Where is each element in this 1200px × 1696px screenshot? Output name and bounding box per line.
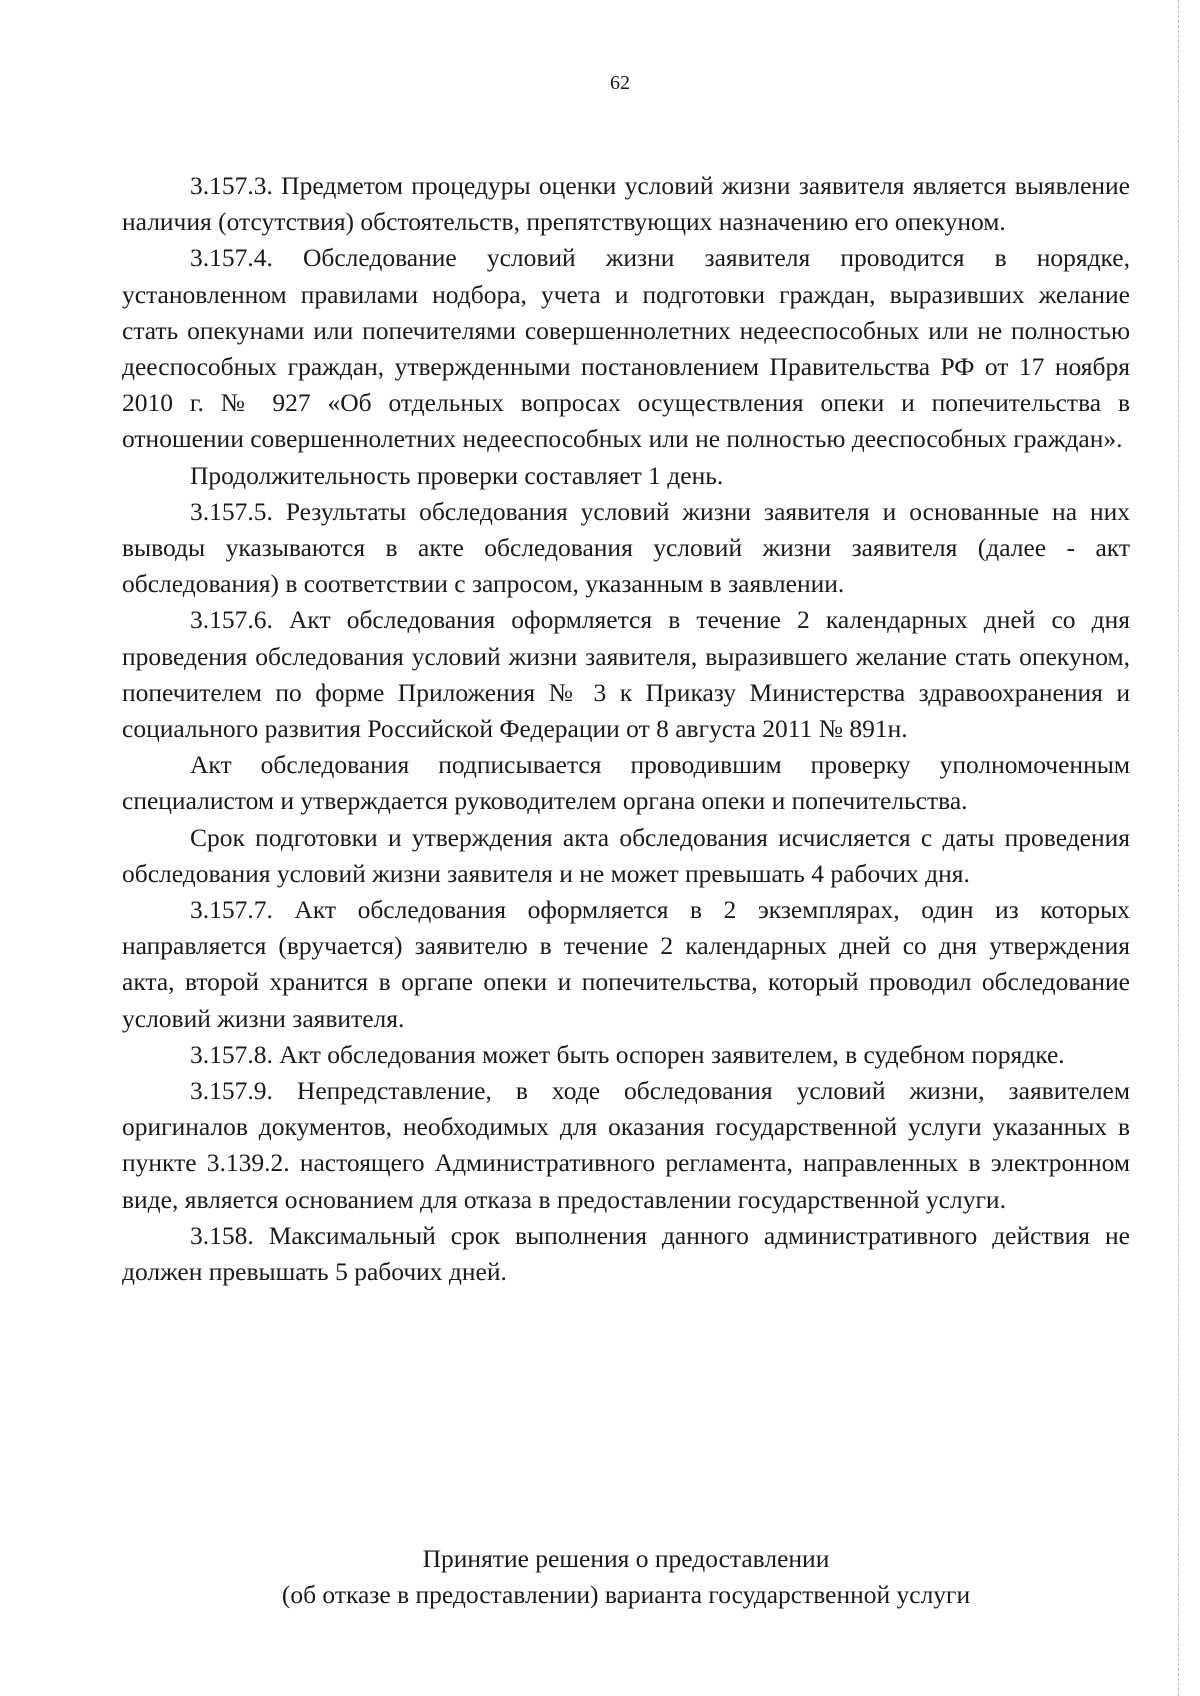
section-heading-line-2: (об отказе в предоставлении) варианта государственной услуги: [281, 1580, 971, 1609]
paragraph-act-signing: Акт обследования подписывается проводившим проверку уполномоченным специалистом и утверждается руководителем органа опеки и попечительства.: [122, 750, 1130, 816]
scan-edge-line: [1178, 0, 1179, 1696]
paragraph-3-157-6: 3.157.6. Акт обследования оформляется в течение 2 календарных дней со дня проведения обследования условий жизни заявителя, выразившего желание стать опекуном, попечителем по форме Приложения № 3 к Приказу Министерства здравоохранения и социального развития Российской Федерации от 8 августа 2011 № 891н.: [122, 605, 1130, 744]
paragraph-3-158: 3.158. Максимальный срок выполнения данного административного действия не должен превышать 5 рабочих дней.: [122, 1220, 1130, 1287]
paragraph-3-157-5: 3.157.5. Результаты обследования условий жизни заявителя и основанные на них выводы указываются в акте обследования условий жизни заявителя (далее - акт обследования) в соответствии с запросом, указанным в заявлении.: [122, 496, 1130, 599]
paragraph-3-157-3: 3.157.3. Предметом процедуры оценки условий жизни заявителя является выявление наличия (отсутствия) обстоятельств, препятствующих назначению его опекуном.: [122, 171, 1130, 237]
paragraph-3-157-4: 3.157.4. Обследование условий жизни заявителя проводится в норядке, установленном правилами нодбора, учета и подготовки граждан, выразивших желание стать опекунами или попечителями совершеннолетних недееспособных или не полностью дееспособных граждан, утвержденными постановлением Правительства РФ от 17 ноября 2010 г. № 927 «Об отдельных вопросах осуществления опеки и попечительства в отношении совершеннолетних недееспособных или не полностью дееспособных граждан».: [122, 243, 1130, 454]
paragraph-act-deadline: Срок подготовки и утверждения акта обследования исчисляется с даты проведения обследования условий жизни заявителя и не может превышать 4 рабочих дня.: [122, 822, 1130, 888]
section-heading-line-1: Принятие решения о предоставлении: [422, 1544, 830, 1573]
section-heading: [122, 1541, 1130, 1613]
document-body: [122, 168, 1130, 1290]
paragraph-3-157-7: 3.157.7. Акт обследования оформляется в 2 экземплярах, один из которых направляется (вручается) заявителю в течение 2 календарных дней со дня утверждения акта, второй хранится в оргапе опеки и попечительства, который проводил обследование условий жизни заявителя.: [122, 895, 1130, 1033]
paragraph-duration: Продолжительность проверки составляет 1 день.: [190, 460, 724, 490]
page-number: 62: [610, 72, 630, 94]
paragraph-3-157-9: 3.157.9. Непредставление, в ходе обследования условий жизни, заявителем оригиналов документов, необходимых для оказания государственной услуги указанных в пункте 3.139.2. настоящего Административного регламента, направленных в электронном виде, является основанием для отказа в предоставлении государственной услуги.: [122, 1076, 1130, 1214]
paragraph-3-157-8: 3.157.8. Акт обследования может быть оспорен заявителем, в судебном порядке.: [190, 1039, 1065, 1069]
